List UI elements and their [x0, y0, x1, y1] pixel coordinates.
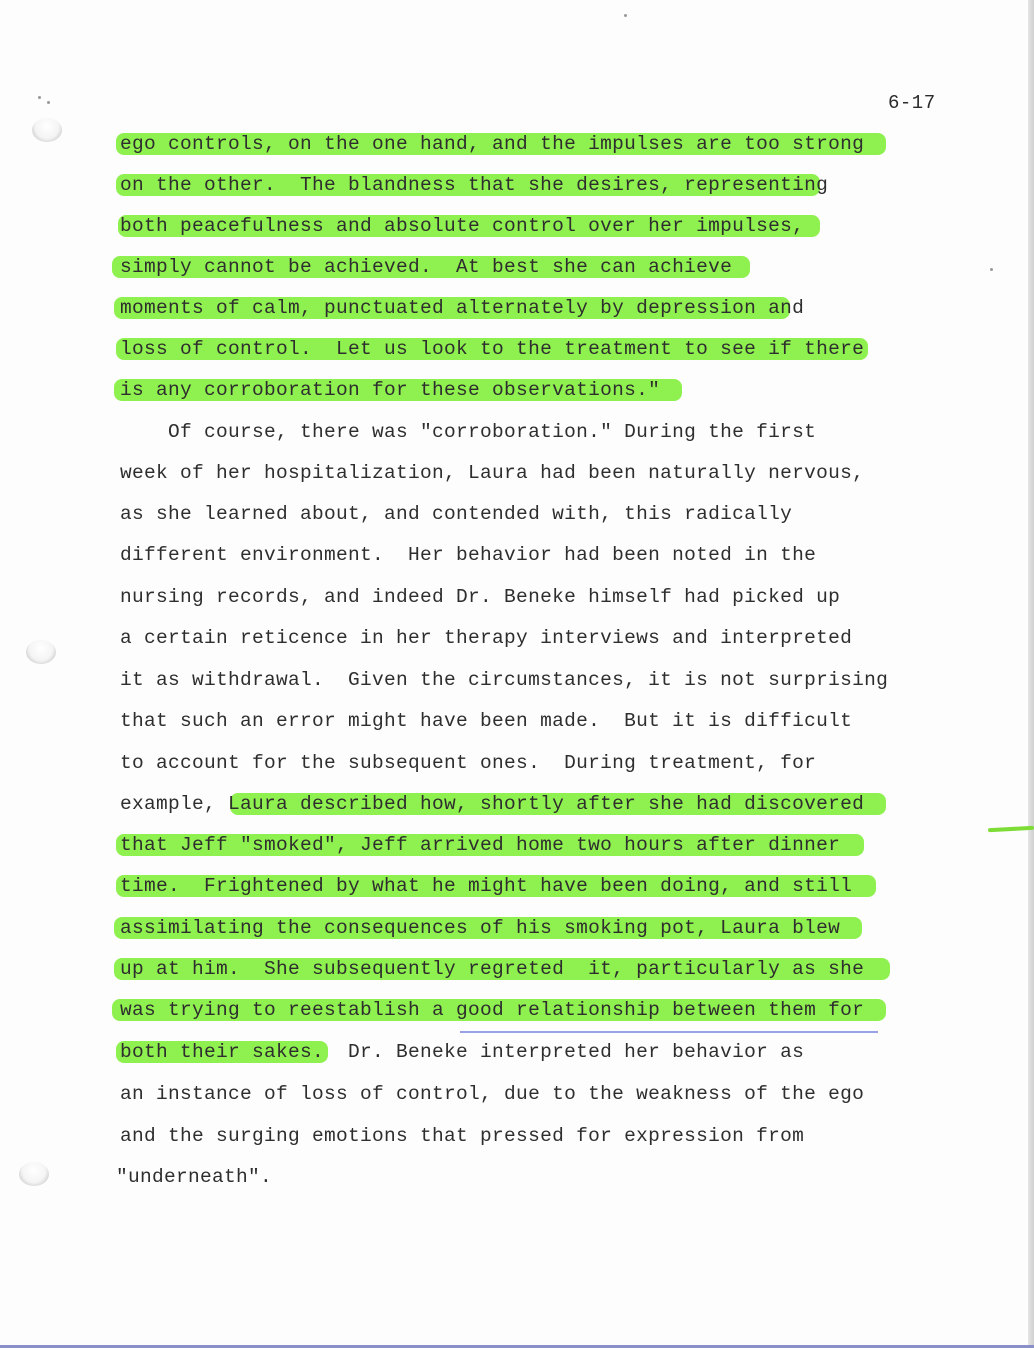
text-line: simply cannot be achieved. At best she can achieve [120, 256, 733, 278]
text-line: as she learned about, and contended with, this radically [120, 503, 793, 525]
paper-speck [38, 96, 41, 99]
binder-hole-middle [26, 640, 56, 664]
text-line: example, Laura described how, shortly after she had discovered [120, 793, 865, 815]
text-line: that such an error might have been made. But it is difficult [120, 710, 853, 732]
text-line: both their sakes. Dr. Beneke interpreted her behavior as [120, 1041, 805, 1063]
text-line: week of her hospitalization, Laura had been naturally nervous, [120, 462, 865, 484]
paper-speck [624, 14, 627, 17]
text-line: nursing records, and indeed Dr. Beneke himself had picked up [120, 586, 841, 608]
text-line: assimilating the consequences of his smoking pot, Laura blew [120, 917, 841, 939]
text-line: time. Frightened by what he might have been doing, and still [120, 875, 853, 897]
text-line: an instance of loss of control, due to the weakness of the ego [120, 1083, 865, 1105]
text-line: on the other. The blandness that she desires, representing [120, 174, 829, 196]
text-line: "underneath". [116, 1166, 273, 1188]
text-line: loss of control. Let us look to the treatment to see if there [120, 338, 865, 360]
binder-hole-top [32, 118, 62, 142]
text-line: up at him. She subsequently regreted it, particularly as she [120, 958, 865, 980]
text-line: it as withdrawal. Given the circumstances, it is not surprising [120, 669, 889, 691]
text-line: different environment. Her behavior had been noted in the [120, 544, 817, 566]
text-line: both peacefulness and absolute control over her impulses, [120, 215, 805, 237]
text-line: a certain reticence in her therapy interviews and interpreted [120, 627, 853, 649]
page-edge-shadow [1028, 0, 1034, 1348]
text-line: was trying to reestablish a good relationship between them for [120, 999, 865, 1021]
text-line: Of course, there was "corroboration." During the first [120, 421, 817, 443]
text-line: that Jeff "smoked", Jeff arrived home two hours after dinner [120, 834, 841, 856]
text-line: ego controls, on the one hand, and the impulses are too strong [120, 133, 865, 155]
page-number: 6-17 [888, 92, 936, 114]
text-line: moments of calm, punctuated alternately by depression and [120, 297, 805, 319]
text-line: to account for the subsequent ones. During treatment, for [120, 752, 817, 774]
paper-speck [47, 101, 50, 104]
paper-speck [990, 268, 993, 271]
pen-underline [460, 1031, 878, 1033]
text-line: and the surging emotions that pressed for expression from [120, 1125, 805, 1147]
binder-hole-bottom [19, 1162, 49, 1186]
text-line: is any corroboration for these observations." [120, 379, 661, 401]
